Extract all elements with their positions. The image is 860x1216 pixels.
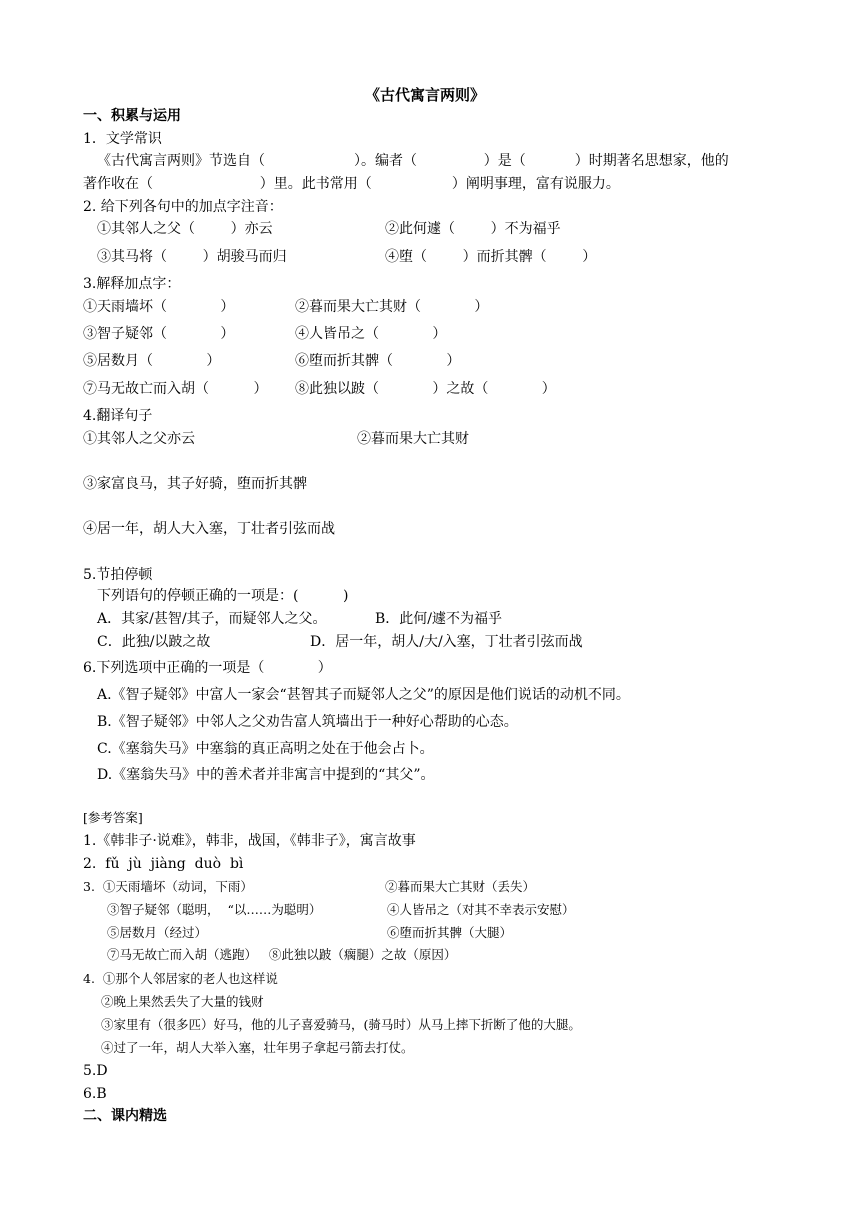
question-item: ③智子疑邻（ ） bbox=[83, 326, 235, 342]
question-item: ②此何遽（ ）不为福乎 bbox=[385, 221, 561, 237]
question-item: ④居一年，胡人大入塞，丁壮者引弦而战 bbox=[83, 521, 335, 537]
page-title: 《古代寓言两则》 bbox=[365, 86, 486, 104]
question-item: ①其邻人之父亦云 bbox=[83, 431, 195, 447]
question-item: ①其邻人之父（ ）亦云 bbox=[97, 221, 273, 237]
option-d: D．居一年，胡人/大/入塞，丁壮者引弦而战 bbox=[310, 634, 583, 650]
answer-line: 5.D bbox=[83, 1063, 108, 1079]
answer-line: 4. ①那个人邻居家的老人也这样说 bbox=[83, 971, 278, 986]
question-label: 6.下列选项中正确的一项是（ ） bbox=[83, 660, 332, 676]
question-label: 3.解释加点字： bbox=[83, 276, 181, 292]
question-item: ②暮而果大亡其财（ ） bbox=[295, 299, 489, 315]
answer-line: ③家里有（很多匹）好马，他的儿子喜爱骑马，(骑马时）从马上摔下折断了他的大腿。 bbox=[101, 1017, 581, 1032]
option-c: C.《塞翁失马》中塞翁的真正高明之处在于他会占卜。 bbox=[97, 741, 434, 757]
option-b: B.《智子疑邻》中邻人之父劝告富人筑墙出于一种好心帮助的心态。 bbox=[97, 714, 518, 730]
answer-line: ④过了一年，胡人大举入塞，壮年男子拿起弓箭去打仗。 bbox=[101, 1040, 414, 1055]
option-a: A.《智子疑邻》中富人一家会“甚智其子而疑邻人之父”的原因是他们说话的动机不同。 bbox=[97, 687, 630, 703]
question-item: ③其马将（ ）胡骏马而归 bbox=[97, 249, 287, 265]
question-item: ⑥堕而折其髀（ ） bbox=[295, 353, 461, 369]
question-item: ④人皆吊之（ ） bbox=[295, 326, 447, 342]
answer-line: ②暮而果大亡其财（丢失） bbox=[385, 879, 536, 894]
answer-line: ⑦马无故亡而入胡（逃跑） ⑧此独以跛（瘸腿）之故（原因） bbox=[107, 947, 457, 962]
option-a: A．其家/甚智/其子，而疑邻人之父。 bbox=[97, 611, 327, 627]
option-c: C．此独/以跛之故 bbox=[97, 634, 211, 650]
question-item: ⑧此独以跛（ ）之故（ ） bbox=[295, 381, 556, 397]
answer-line: ③智子疑邻（聪明， “以……为聪明） bbox=[107, 902, 322, 917]
question-item: ①天雨墙坏（ ） bbox=[83, 299, 235, 315]
question-label: 2. 给下列各句中的加点字注音： bbox=[83, 199, 283, 215]
answer-line: ⑤居数月（经过） bbox=[107, 925, 208, 940]
answer-line: ②晚上果然丢失了大量的钱财 bbox=[101, 994, 264, 1009]
answer-line: 3. ①天雨墙坏（动词，下雨） bbox=[83, 879, 253, 894]
question-label: 5.节拍停顿 bbox=[83, 567, 153, 583]
answer-line: 1.《韩非子·说难》，韩非，战国，《韩非子》，寓言故事 bbox=[83, 833, 416, 849]
section-heading: 二、课内精选 bbox=[83, 1108, 167, 1124]
answer-line: 6.B bbox=[83, 1086, 107, 1102]
option-b: B．此何/遽不为福乎 bbox=[375, 611, 503, 627]
question-item: ④堕（ ）而折其髀（ ） bbox=[385, 249, 597, 265]
answer-line: ⑥堕而折其髀（大腿） bbox=[387, 925, 513, 940]
option-d: D.《塞翁失马》中的善术者并非寓言中提到的“其父”。 bbox=[97, 767, 435, 783]
question-label: 4.翻译句子 bbox=[83, 408, 153, 424]
answers-heading: [参考答案] bbox=[83, 810, 143, 825]
question-text: 《古代寓言两则》节选自（ ）。编者（ ）是（ ）时期著名思想家，他的 bbox=[97, 153, 729, 169]
question-text: 下列语句的停顿正确的一项是：( ) bbox=[97, 588, 349, 604]
question-item: ⑦马无故亡而入胡（ ） bbox=[83, 381, 268, 397]
question-text: 著作收在（ ）里。此书常用（ ）阐明事理，富有说服力。 bbox=[83, 176, 620, 192]
question-item: ②暮而果大亡其财 bbox=[357, 431, 469, 447]
answer-line: ④人皆吊之（对其不幸表示安慰） bbox=[387, 902, 575, 917]
section-heading: 一、积累与运用 bbox=[83, 108, 181, 124]
question-label: 1．文学常识 bbox=[83, 131, 162, 147]
answer-line: 2. fǔ jù jiàng duò bì bbox=[83, 856, 244, 872]
question-item: ③家富良马，其子好骑，堕而折其髀 bbox=[83, 476, 307, 492]
question-item: ⑤居数月（ ） bbox=[83, 353, 221, 369]
